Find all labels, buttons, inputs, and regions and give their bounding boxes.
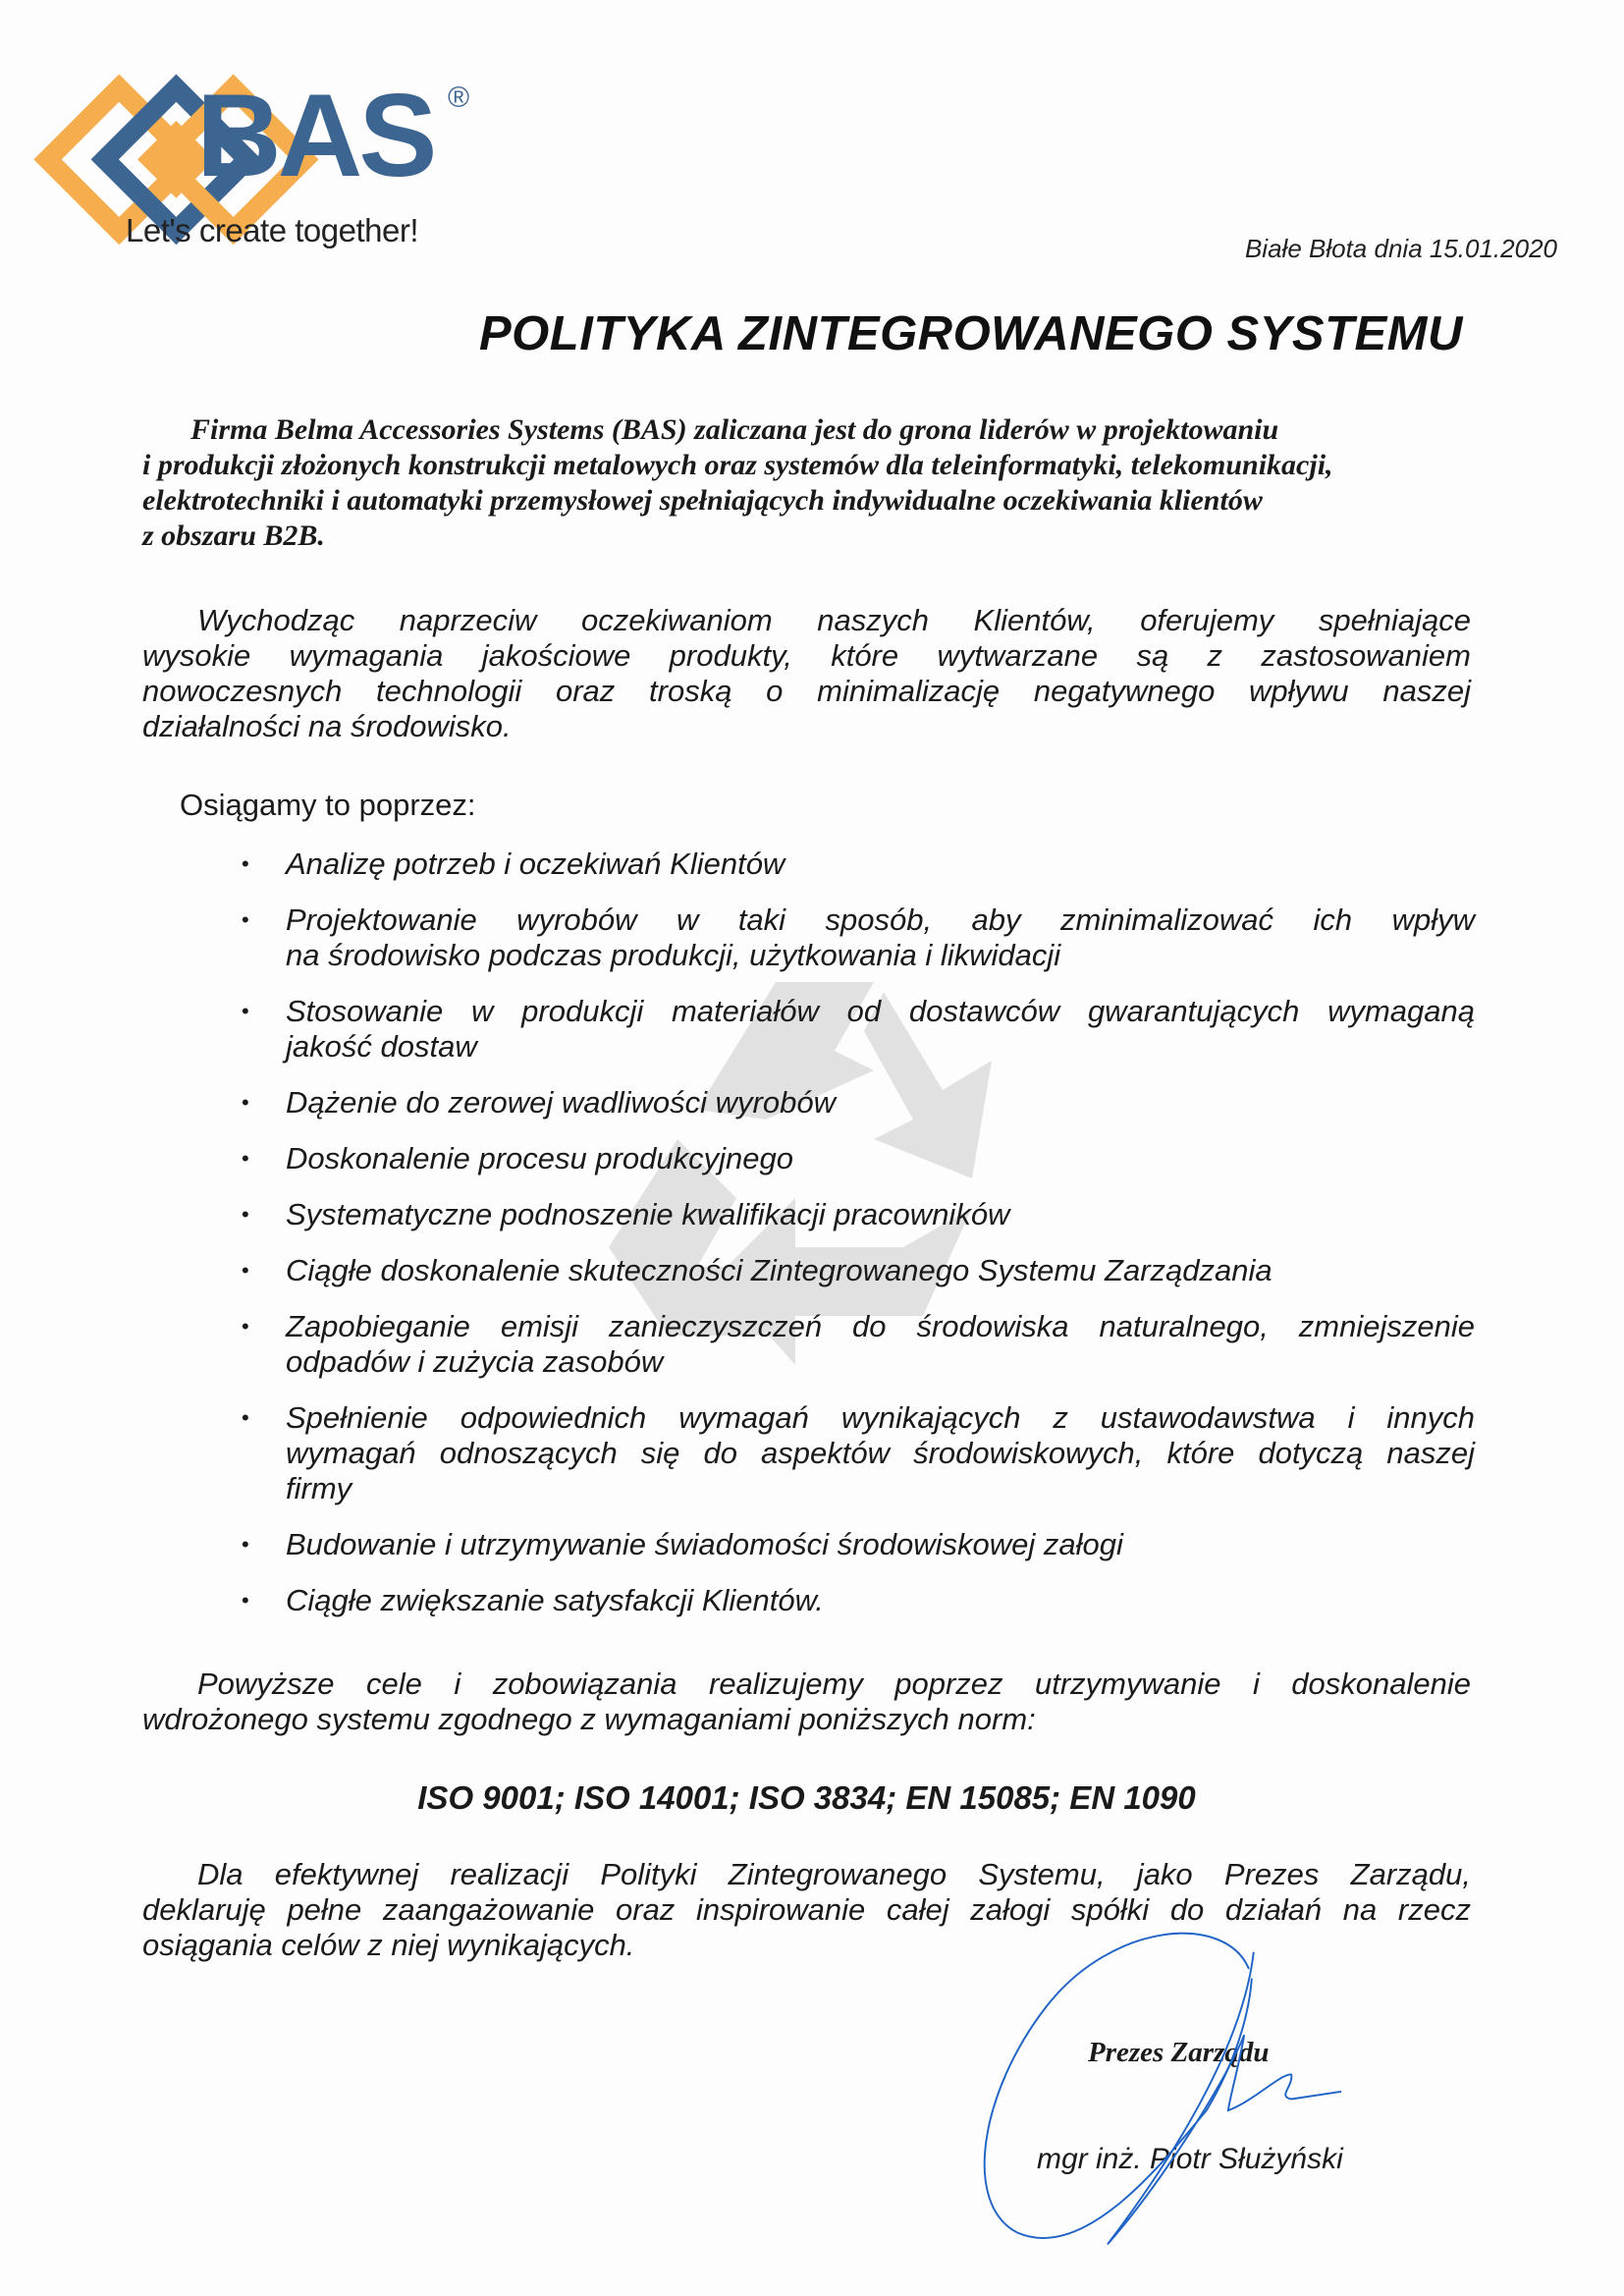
text-line: i produkcji złożonych konstrukcji metalowych oraz systemów dla teleinformatyki, telekomunikacji, bbox=[142, 449, 1333, 481]
list-item-text: Budowanie i utrzymywanie świadomości środowiskowej załogi bbox=[286, 1527, 1123, 1561]
list-item-text: Stosowanie w produkcji materiałów od dostawców gwarantujących wymaganą bbox=[286, 994, 1475, 1028]
logo-text: BAS bbox=[196, 70, 434, 201]
page-title: POLITYKA ZINTEGROWANEGO SYSTEMU bbox=[479, 307, 1463, 360]
text-line: z obszaru B2B. bbox=[142, 519, 325, 552]
goals-list bbox=[242, 847, 1475, 1618]
date-line: Białe Błota dnia 15.01.2020 bbox=[1244, 234, 1557, 263]
letter-body bbox=[142, 412, 1475, 2177]
list-item bbox=[242, 1197, 1475, 1232]
list-item-text: Systematyczne podnoszenie kwalifikacji pracowników bbox=[286, 1197, 1010, 1231]
list-item-text: Ciągłe zwiększanie satysfakcji Klientów. bbox=[286, 1583, 824, 1617]
bullet-icon: • bbox=[242, 1090, 249, 1115]
text-line: elektrotechniki i automatyki przemysłowej spełniających indywidualne oczekiwania klientów bbox=[142, 484, 1263, 517]
text-line: wysokie wymagania jakościowe produkty, które wytwarzane są z zastosowaniem bbox=[142, 638, 1471, 673]
signatory-role: Prezes Zarządu bbox=[1088, 2037, 1270, 2068]
list-item-text: na środowisko podczas produkcji, użytkowania i likwidacji bbox=[286, 938, 1061, 972]
list-item bbox=[242, 1141, 1475, 1176]
bullet-icon: • bbox=[242, 1532, 249, 1557]
norms-text: ISO 9001; ISO 14001; ISO 3834; EN 15085; EN 1090 bbox=[417, 1779, 1196, 1816]
handwritten-signature bbox=[943, 1915, 1414, 2259]
list-item bbox=[242, 1400, 1475, 1506]
list-item bbox=[242, 1309, 1475, 1380]
text-line: nowoczesnych technologii oraz troską o minimalizację negatywnego wpływu naszej bbox=[142, 674, 1471, 708]
text-line: działalności na środowisko. bbox=[142, 709, 512, 743]
quality-paragraph bbox=[142, 603, 1471, 744]
list-item-text: Doskonalenie procesu produkcyjnego bbox=[286, 1141, 793, 1175]
list-item-text: Zapobieganie emisji zanieczyszczeń do środowiska naturalnego, zmniejszenie bbox=[286, 1309, 1475, 1343]
list-item-text: wymagań odnoszących się do aspektów środowiskowych, które dotyczą naszej bbox=[286, 1436, 1475, 1470]
bullet-icon: • bbox=[242, 1146, 249, 1171]
text-line: Firma Belma Accessories Systems (BAS) zaliczana jest do grona liderów w projektowaniu bbox=[190, 413, 1279, 446]
list-item-text: Spełnienie odpowiednich wymagań wynikających z ustawodawstwa i innych bbox=[286, 1400, 1475, 1435]
list-item bbox=[242, 902, 1475, 973]
list-item-text: Projektowanie wyrobów w taki sposób, aby zminimalizować ich wpływ bbox=[286, 902, 1475, 937]
registered-mark: ® bbox=[448, 82, 470, 114]
list-item-text: firmy bbox=[286, 1471, 352, 1505]
bullet-icon: • bbox=[242, 851, 249, 876]
list-item-text: Analizę potrzeb i oczekiwań Klientów bbox=[286, 847, 785, 881]
text-line: Wychodząc naprzeciw oczekiwaniom naszych Klientów, oferujemy spełniające bbox=[197, 603, 1471, 637]
bullet-icon: • bbox=[242, 907, 249, 932]
list-item-text: Dążenie do zerowej wadliwości wyrobów bbox=[286, 1085, 836, 1120]
text-line: wdrożonego systemu zgodnego z wymaganiami poniższych norm: bbox=[142, 1702, 1036, 1736]
bullet-icon: • bbox=[242, 1314, 249, 1339]
list-item-text: jakość dostaw bbox=[286, 1029, 477, 1064]
list-item bbox=[242, 994, 1475, 1065]
list-item-text: Ciągłe doskonalenie skuteczności Zintegrowanego Systemu Zarządzania bbox=[286, 1253, 1272, 1287]
text-line: deklaruję pełne zaangażowanie oraz inspirowanie całej załogi spółki do działań na rzecz bbox=[142, 1892, 1471, 1927]
tagline: Let's create together! bbox=[126, 212, 418, 248]
bullet-icon: • bbox=[242, 1405, 249, 1430]
text-line: Dla efektywnej realizacji Polityki Zintegrowanego Systemu, jako Prezes Zarządu, bbox=[197, 1857, 1471, 1891]
bullet-icon: • bbox=[242, 1202, 249, 1227]
signatory-name: mgr inż. Piotr Służyński bbox=[1037, 2143, 1343, 2175]
bullet-icon: • bbox=[242, 1258, 249, 1283]
bullet-icon: • bbox=[242, 999, 249, 1023]
intro-paragraph bbox=[142, 412, 1471, 554]
list-item-text: odpadów i zużycia zasobów bbox=[286, 1344, 664, 1379]
norms-list bbox=[142, 1778, 1471, 1818]
list-item bbox=[242, 1527, 1475, 1562]
commitment-paragraph bbox=[142, 1667, 1471, 1737]
bullet-icon: • bbox=[242, 1588, 249, 1613]
list-item bbox=[242, 847, 1475, 882]
text-line: osiągania celów z niej wynikających. bbox=[142, 1928, 635, 1962]
list-item bbox=[242, 1253, 1475, 1288]
achieve-label: Osiągamy to poprzez: bbox=[180, 788, 476, 822]
list-item bbox=[242, 1583, 1475, 1618]
text-line: Powyższe cele i zobowiązania realizujemy poprzez utrzymywanie i doskonalenie bbox=[197, 1667, 1471, 1701]
list-item bbox=[242, 1085, 1475, 1121]
